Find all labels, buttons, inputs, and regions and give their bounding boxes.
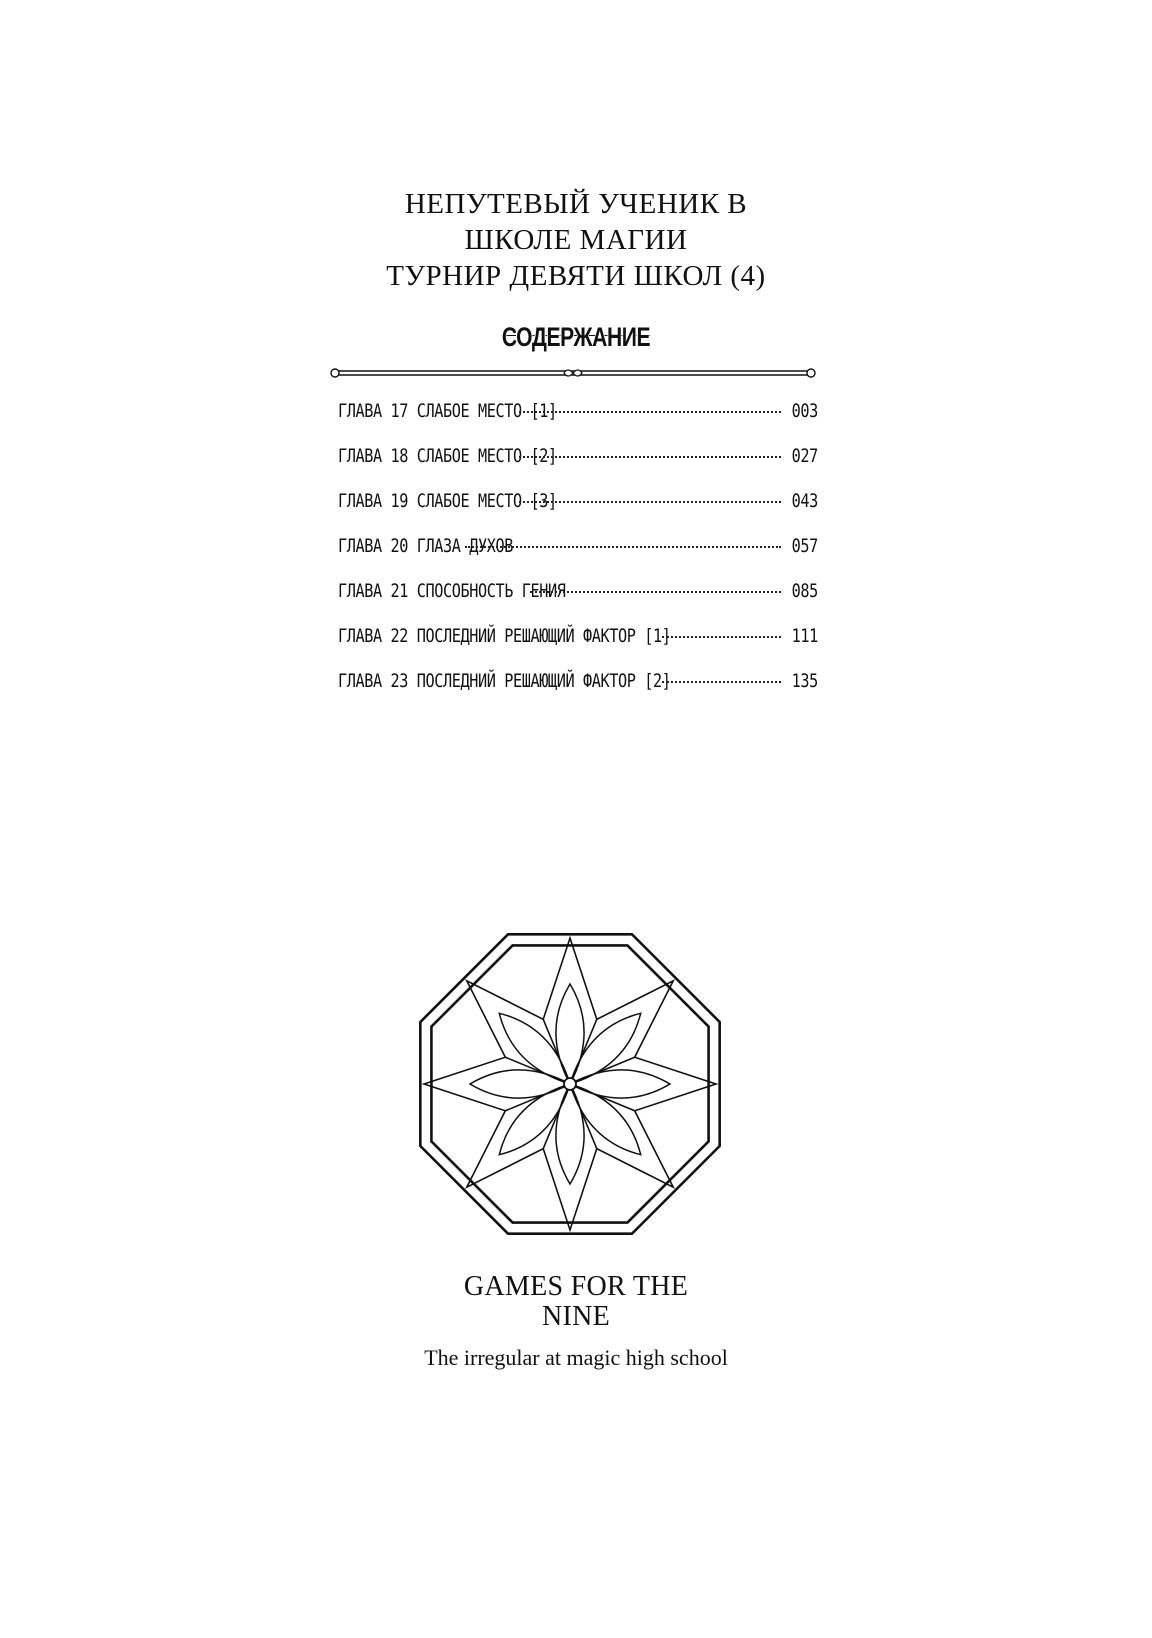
emblem-petal bbox=[470, 1070, 570, 1098]
toc-entry-page: 027 bbox=[791, 445, 818, 467]
toc-entry[interactable] bbox=[338, 580, 818, 625]
toc-entry[interactable] bbox=[338, 490, 818, 535]
toc-entry-label: ГЛАВА 17 СЛАБОЕ МЕСТО [1] bbox=[338, 400, 557, 422]
emblem-petal bbox=[556, 984, 584, 1084]
toc-entry-label: ГЛАВА 22 ПОСЛЕДНИЙ РЕШАЮЩИЙ ФАКТОР [1] bbox=[338, 625, 671, 647]
toc-entry[interactable] bbox=[338, 625, 818, 670]
english-subtitle: The irregular at magic high school bbox=[424, 1345, 728, 1370]
emblem-petal bbox=[570, 1013, 641, 1084]
toc-entry-page: 003 bbox=[791, 400, 818, 422]
toc-leader bbox=[465, 546, 781, 548]
toc-entry[interactable] bbox=[338, 445, 818, 490]
book-title-line: НЕПУТЕВЫЙ УЧЕНИК В bbox=[404, 188, 748, 220]
emblem-petal bbox=[570, 1084, 641, 1155]
toc-leader bbox=[519, 456, 781, 458]
book-title-line: ТУРНИР ДЕВЯТИ ШКОЛ (4) bbox=[386, 260, 766, 292]
ornament-divider-icon bbox=[328, 366, 818, 380]
toc-entry-page: 135 bbox=[791, 670, 818, 692]
toc-entry-page: 057 bbox=[791, 535, 818, 557]
toc-leader bbox=[662, 636, 781, 638]
toc-entry-label: ГЛАВА 23 ПОСЛЕДНИЙ РЕШАЮЩИЙ ФАКТОР [2] bbox=[338, 670, 671, 692]
toc-leader bbox=[662, 681, 781, 683]
toc-entry-page: 043 bbox=[791, 490, 818, 512]
emblem-petal bbox=[499, 1013, 570, 1084]
toc-entry-page: 085 bbox=[791, 580, 818, 602]
contents-heading: СОДЕРЖАНИЕ bbox=[501, 322, 651, 352]
toc-entry-label: ГЛАВА 20 ГЛАЗА ДУХОВ bbox=[338, 535, 514, 557]
emblem-petal bbox=[556, 1084, 584, 1184]
english-title-block bbox=[0, 1272, 1152, 1378]
toc-leader bbox=[530, 591, 781, 593]
english-title-line: NINE bbox=[541, 1301, 611, 1332]
table-of-contents bbox=[338, 400, 818, 715]
toc-entry-label: ГЛАВА 18 СЛАБОЕ МЕСТО [2] bbox=[338, 445, 557, 467]
toc-entry-label: ГЛАВА 21 СПОСОБНОСТЬ ГЕНИЯ bbox=[338, 580, 566, 602]
emblem-petal bbox=[499, 1084, 570, 1155]
english-title-line: GAMES FOR THE bbox=[463, 1271, 689, 1302]
toc-entry[interactable] bbox=[338, 400, 818, 445]
toc-entry-label: ГЛАВА 19 СЛАБОЕ МЕСТО [3] bbox=[338, 490, 557, 512]
toc-entry-page: 111 bbox=[791, 625, 818, 647]
toc-leader bbox=[519, 501, 781, 503]
book-title-line: ШКОЛЕ МАГИИ bbox=[464, 224, 688, 256]
octagon-star-emblem-icon bbox=[410, 924, 730, 1244]
toc-leader bbox=[519, 411, 781, 413]
toc-entry[interactable] bbox=[338, 670, 818, 715]
book-title bbox=[0, 186, 1152, 294]
emblem-petal bbox=[570, 1070, 670, 1098]
toc-entry[interactable] bbox=[338, 535, 818, 580]
